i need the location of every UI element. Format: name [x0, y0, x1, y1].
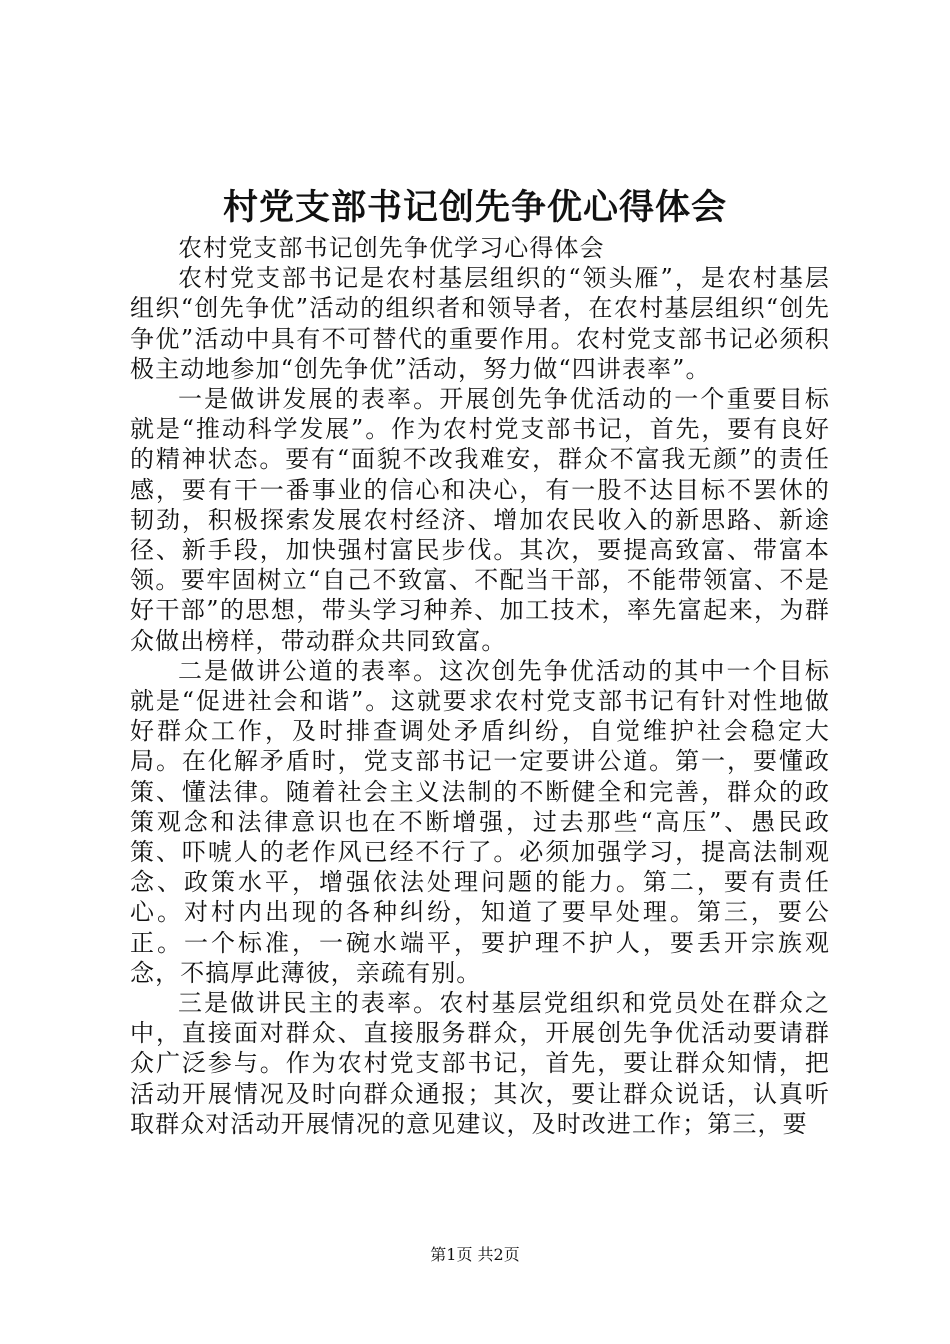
document-title: 村党支部书记创先争优心得体会 [222, 187, 727, 228]
page-footer: 第1页 共2页 [430, 1245, 520, 1264]
paragraph-development: 一是做讲发展的表率。开展创先争优活动的一个重要目标就是“推动科学发展”。作为农村党支部书记，首先，要有良好的精神状态。要有“面貌不改我难安，群众不富我无颜”的责任感，要有干一番事业的信心和决心，有一股不达目标不罢休的韧劲，积极探索发展农村经济、增加农民收入的新思路、新途径、新手段，加快强村富民步伐。其次，要提高致富、带富本领。要牢固树立“自己不致富、不配当干部，不能带领富、不是好干部”的思想，带头学习种养、加工技术，率先富起来，为群众做出榜样，带动群众共同致富。 [130, 385, 830, 655]
document-body [130, 233, 830, 1139]
paragraph-intro: 农村党支部书记是农村基层组织的“领头雁”，是农村基层组织“创先争优”活动的组织者和领导者，在农村基层组织“创先争优”活动中具有不可替代的重要作用。农村党支部书记必须积极主动地参加“创先争优”活动，努力做“四讲表率”。 [130, 264, 830, 383]
document-subtitle: 农村党支部书记创先争优学习心得体会 [178, 234, 605, 262]
paragraph-democracy: 三是做讲民主的表率。农村基层党组织和党员处在群众之中，直接面对群众、直接服务群众，开展创先争优活动要请群众广泛参与。作为农村党支部书记，首先，要让群众知情，把活动开展情况及时向群众通报；其次，要让群众说话，认真听取群众对活动开展情况的意见建议，及时改进工作；第三，要 [130, 989, 830, 1138]
paragraph-fairness: 二是做讲公道的表率。这次创先争优活动的其中一个目标就是“促进社会和谐”。这就要求农村党支部书记有针对性地做好群众工作，及时排查调处矛盾纠纷，自觉维护社会稳定大局。在化解矛盾时，党支部书记一定要讲公道。第一，要懂政策、懂法律。随着社会主义法制的不断健全和完善，群众的政策观念和法律意识也在不断增强，过去那些“高压”、愚民政策、吓唬人的老作风已经不行了。必须加强学习，提高法制观念、政策水平，增强依法处理问题的能力。第二，要有责任心。对村内出现的各种纠纷，知道了要早处理。第三，要公正。一个标准，一碗水端平，要护理不护人，要丢开宗族观念，不搞厚此薄彼，亲疏有别。 [130, 656, 830, 987]
